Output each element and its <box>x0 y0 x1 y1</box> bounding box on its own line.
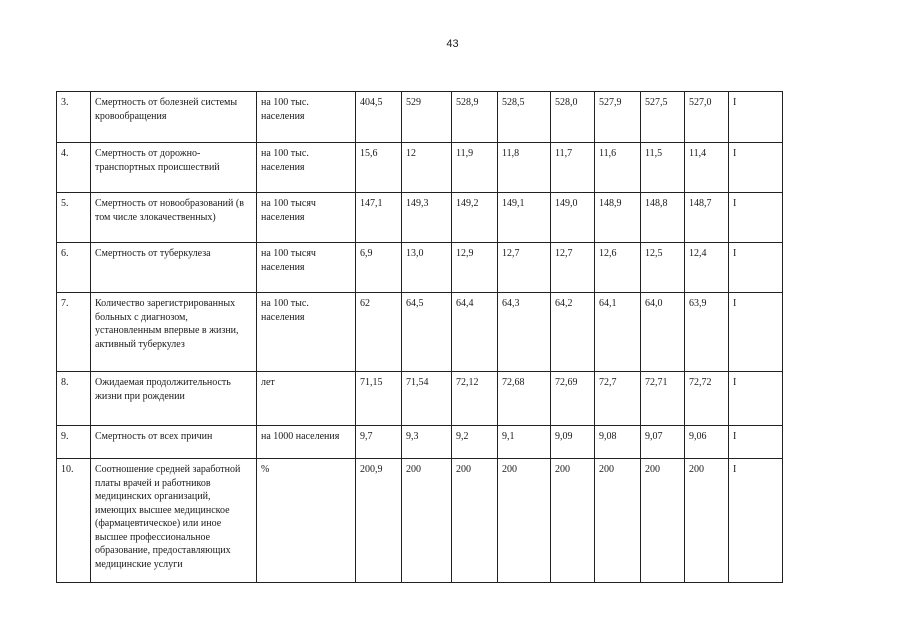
unit-cell: лет <box>257 372 356 426</box>
value-cell: 9,2 <box>452 426 498 459</box>
value-cell: 9,3 <box>402 426 452 459</box>
value-cell: 527,5 <box>641 92 685 143</box>
indicators-table <box>56 91 855 583</box>
value-cell: 200 <box>498 459 551 583</box>
value-cell: 404,5 <box>356 92 402 143</box>
value-cell: 528,9 <box>452 92 498 143</box>
value-cell: 12,9 <box>452 243 498 293</box>
value-cell: 72,7 <box>595 372 641 426</box>
value-cell: 148,8 <box>641 193 685 243</box>
indicator-name-cell: Соотношение средней заработной платы врачей и работников медицинских организаций, имеющих высшее медицинское (фармацевтическое) или иное высшее профессиональное образование, предоставляющих медицинские услуги <box>91 459 257 583</box>
unit-cell: на 100 тыс. населения <box>257 92 356 143</box>
value-cell: 200 <box>551 459 595 583</box>
unit-cell: на 100 тыс. населения <box>257 293 356 372</box>
last-column-cell: I <box>729 459 783 583</box>
row-number-cell: 6. <box>57 243 91 293</box>
value-cell: 148,7 <box>685 193 729 243</box>
value-cell: 13,0 <box>402 243 452 293</box>
value-cell: 11,7 <box>551 143 595 193</box>
row-number-cell: 3. <box>57 92 91 143</box>
value-cell: 149,3 <box>402 193 452 243</box>
value-cell: 9,1 <box>498 426 551 459</box>
page-number: 43 <box>446 38 459 50</box>
value-cell: 200 <box>402 459 452 583</box>
value-cell: 9,09 <box>551 426 595 459</box>
value-cell: 72,71 <box>641 372 685 426</box>
value-cell: 200 <box>685 459 729 583</box>
unit-cell: на 1000 населения <box>257 426 356 459</box>
value-cell: 64,1 <box>595 293 641 372</box>
value-cell: 12,7 <box>498 243 551 293</box>
last-column-cell: I <box>729 426 783 459</box>
value-cell: 64,3 <box>498 293 551 372</box>
table-row <box>57 243 855 293</box>
value-cell: 11,8 <box>498 143 551 193</box>
indicator-name-cell: Количество зарегистрированных больных с диагнозом, установленным впервые в жизни, активный туберкулез <box>91 293 257 372</box>
unit-cell: на 100 тысяч населения <box>257 193 356 243</box>
row-number-cell: 4. <box>57 143 91 193</box>
value-cell: 11,5 <box>641 143 685 193</box>
value-cell: 11,6 <box>595 143 641 193</box>
value-cell: 72,68 <box>498 372 551 426</box>
indicator-name-cell: Смертность от дорожно-транспортных происшествий <box>91 143 257 193</box>
value-cell: 11,9 <box>452 143 498 193</box>
last-column-cell: I <box>729 372 783 426</box>
last-column-cell: I <box>729 293 783 372</box>
indicator-name-cell: Смертность от туберкулеза <box>91 243 257 293</box>
row-number-cell: 9. <box>57 426 91 459</box>
value-cell: 62 <box>356 293 402 372</box>
value-cell: 72,12 <box>452 372 498 426</box>
unit-cell: % <box>257 459 356 583</box>
value-cell: 12,4 <box>685 243 729 293</box>
row-number-cell: 10. <box>57 459 91 583</box>
value-cell: 64,0 <box>641 293 685 372</box>
table-row <box>57 293 855 372</box>
value-cell: 12 <box>402 143 452 193</box>
value-cell: 11,4 <box>685 143 729 193</box>
table-row <box>57 459 855 583</box>
table-row <box>57 426 855 459</box>
indicator-name-cell: Смертность от всех причин <box>91 426 257 459</box>
value-cell: 200 <box>641 459 685 583</box>
value-cell: 149,2 <box>452 193 498 243</box>
value-cell: 9,06 <box>685 426 729 459</box>
value-cell: 64,4 <box>452 293 498 372</box>
unit-cell: на 100 тысяч населения <box>257 243 356 293</box>
last-column-cell: I <box>729 243 783 293</box>
value-cell: 147,1 <box>356 193 402 243</box>
indicator-name-cell: Смертность от болезней системы кровообращения <box>91 92 257 143</box>
value-cell: 64,5 <box>402 293 452 372</box>
value-cell: 15,6 <box>356 143 402 193</box>
value-cell: 12,7 <box>551 243 595 293</box>
value-cell: 71,15 <box>356 372 402 426</box>
value-cell: 528,0 <box>551 92 595 143</box>
value-cell: 9,07 <box>641 426 685 459</box>
value-cell: 527,9 <box>595 92 641 143</box>
value-cell: 149,1 <box>498 193 551 243</box>
value-cell: 64,2 <box>551 293 595 372</box>
value-cell: 200,9 <box>356 459 402 583</box>
last-column-cell: I <box>729 143 783 193</box>
last-column-cell: I <box>729 193 783 243</box>
value-cell: 71,54 <box>402 372 452 426</box>
value-cell: 6,9 <box>356 243 402 293</box>
row-number-cell: 5. <box>57 193 91 243</box>
table-row <box>57 372 855 426</box>
value-cell: 9,08 <box>595 426 641 459</box>
value-cell: 200 <box>452 459 498 583</box>
unit-cell: на 100 тыс. населения <box>257 143 356 193</box>
last-column-cell: I <box>729 92 783 143</box>
value-cell: 528,5 <box>498 92 551 143</box>
value-cell: 148,9 <box>595 193 641 243</box>
table-row <box>57 92 855 143</box>
value-cell: 149,0 <box>551 193 595 243</box>
value-cell: 12,5 <box>641 243 685 293</box>
row-number-cell: 8. <box>57 372 91 426</box>
value-cell: 72,69 <box>551 372 595 426</box>
value-cell: 12,6 <box>595 243 641 293</box>
value-cell: 63,9 <box>685 293 729 372</box>
value-cell: 200 <box>595 459 641 583</box>
table-row <box>57 193 855 243</box>
indicator-name-cell: Ожидаемая продолжительность жизни при рождении <box>91 372 257 426</box>
value-cell: 72,72 <box>685 372 729 426</box>
table-row <box>57 143 855 193</box>
indicator-name-cell: Смертность от новообразований (в том числе злокачественных) <box>91 193 257 243</box>
value-cell: 9,7 <box>356 426 402 459</box>
value-cell: 529 <box>402 92 452 143</box>
value-cell: 527,0 <box>685 92 729 143</box>
row-number-cell: 7. <box>57 293 91 372</box>
